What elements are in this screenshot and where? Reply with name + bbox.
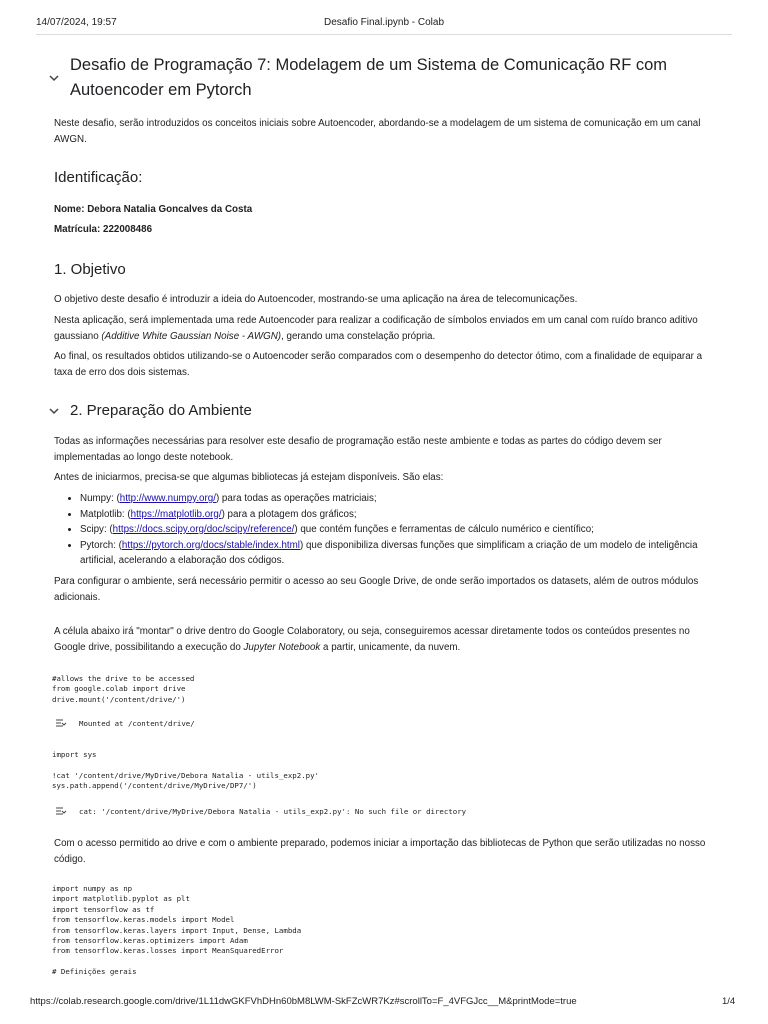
list-item: • Numpy: (http://www.numpy.org/) para todas as operações matriciais; (80, 491, 714, 507)
code-cell-sys-path[interactable]: import sys !cat '/content/drive/MyDrive/Debora Natalia - utils_exp2.py' sys.path.append('/content/drive/MyDrive/DP7/') (52, 750, 319, 791)
preparacao-p1: Todas as informações necessárias para resolver este desafio de programação estão neste ambiente e todas as partes do código devem ser implementadas ao longo deste notebook. (54, 436, 662, 463)
print-timestamp: 14/07/2024, 19:57 (36, 17, 117, 28)
preparacao-p4: A célula abaixo irá "montar" o drive dentro do Google Colaboratory, ou seja, conseguiremos acessar diretamente todos os conteúdos presentes no Google drive, possibilitando a execução do Jupyter Notebook a partir, unicamente, da nuvem. (54, 626, 690, 653)
objetivo-p2: Nesta aplicação, será implementada uma rede Autoencoder para realizar a codificação de símbolos enviados em um canal com ruído branco aditivo gaussiano (Additive White Gaussian Noise - AWGN), gerando uma constelação própria. (54, 315, 698, 342)
cell-output-cat: cat: '/content/drive/MyDrive/Debora Natalia - utils_exp2.py': No such file or directory (55, 806, 466, 816)
pytorch-link[interactable]: https://pytorch.org/docs/stable/index.html (121, 539, 300, 551)
objetivo-p1: O objetivo deste desafio é introduzir a ideia do Autoencoder, mostrando-se uma aplicação na área de telecomunicações. (54, 294, 578, 305)
list-item: • Matplotlib: (https://matplotlib.org/) para a plotagem dos gráficos; (80, 507, 714, 523)
list-item: • Pytorch: (https://pytorch.org/docs/stable/index.html) que disponibiliza diversas funções que simplificam a criação de um modelo de inteligência artificial, acelerando a elaboração dos códigos. (80, 538, 714, 569)
header-divider (36, 34, 732, 35)
preparacao-heading: 2. Preparação do Ambiente (70, 402, 252, 419)
preparacao-p2: Antes de iniciarmos, precisa-se que algumas bibliotecas já estejam disponíveis. São elas: (54, 472, 444, 483)
cell-output-mount: Mounted at /content/drive/ (55, 718, 195, 728)
notebook-title: Desafio de Programação 7: Modelagem de um Sistema de Comunicação RF com Autoencoder em Pytorch (70, 56, 668, 99)
identificacao-heading: Identificação: (54, 169, 143, 186)
page-number: 1/4 (722, 996, 736, 1007)
student-name: Nome: Debora Natalia Goncalves da Costa (54, 204, 253, 215)
library-list (54, 491, 714, 569)
scipy-link[interactable]: https://docs.scipy.org/doc/scipy/reference/ (112, 524, 295, 535)
code-cell-mount-drive[interactable]: #allows the drive to be accessed from google.colab import drive drive.mount('/content/drive/') (52, 674, 195, 704)
objetivo-p3: Ao final, os resultados obtidos utilizando-se o Autoencoder serão comparados com o desempenho do detector ótimo, com a finalidade de equiparar a taxa de erro dos dois sistemas. (54, 351, 703, 378)
student-id: Matrícula: 222008486 (54, 224, 153, 235)
collapse-chevron-icon[interactable] (48, 72, 60, 84)
intro-text: Neste desafio, serão introduzidos os conceitos iniciais sobre Autoencoder, abordando-se a modelagem de um sistema de comunicação em um canal AWGN. (54, 118, 701, 145)
preparacao-p5: Com o acesso permitido ao drive e com o ambiente preparado, podemos iniciar a importação das bibliotecas de Python que serão utilizadas no nosso código. (54, 838, 706, 865)
matplotlib-link[interactable]: https://matplotlib.org/ (130, 508, 222, 520)
print-title: Desafio Final.ipynb - Colab (323, 17, 445, 28)
preparacao-p3: Para configurar o ambiente, será necessário permitir o acesso ao seu Google Drive, de onde serão importados os datasets, além de outros módulos adicionais. (54, 576, 699, 603)
section-chevron-icon[interactable] (48, 405, 60, 417)
print-url: https://colab.research.google.com/drive/1L11dwGKFVhDHn60bM8LWM-SkFZcWR7Kz#scrollTo=F_4VFGJcc__M&printMode=true (30, 996, 577, 1007)
output-toggle-icon[interactable] (55, 718, 69, 728)
objetivo-heading: 1. Objetivo (54, 261, 126, 278)
code-cell-imports[interactable]: import numpy as np import matplotlib.pyplot as plt import tensorflow as tf from tensorflow.keras.models import Model from tensorflow.keras.layers import Input, Dense, Lambda from tensorflow.keras.optimizers import Adam from tensorflow.keras.losses import MeanSquaredError # Definições gerais (52, 884, 302, 977)
numpy-link[interactable]: http://www.numpy.org/ (119, 493, 216, 504)
output-toggle-icon[interactable] (55, 806, 69, 816)
list-item: • Scipy: (https://docs.scipy.org/doc/scipy/reference/) que contém funções e ferramentas de cálculo numérico e científico; (80, 522, 714, 538)
